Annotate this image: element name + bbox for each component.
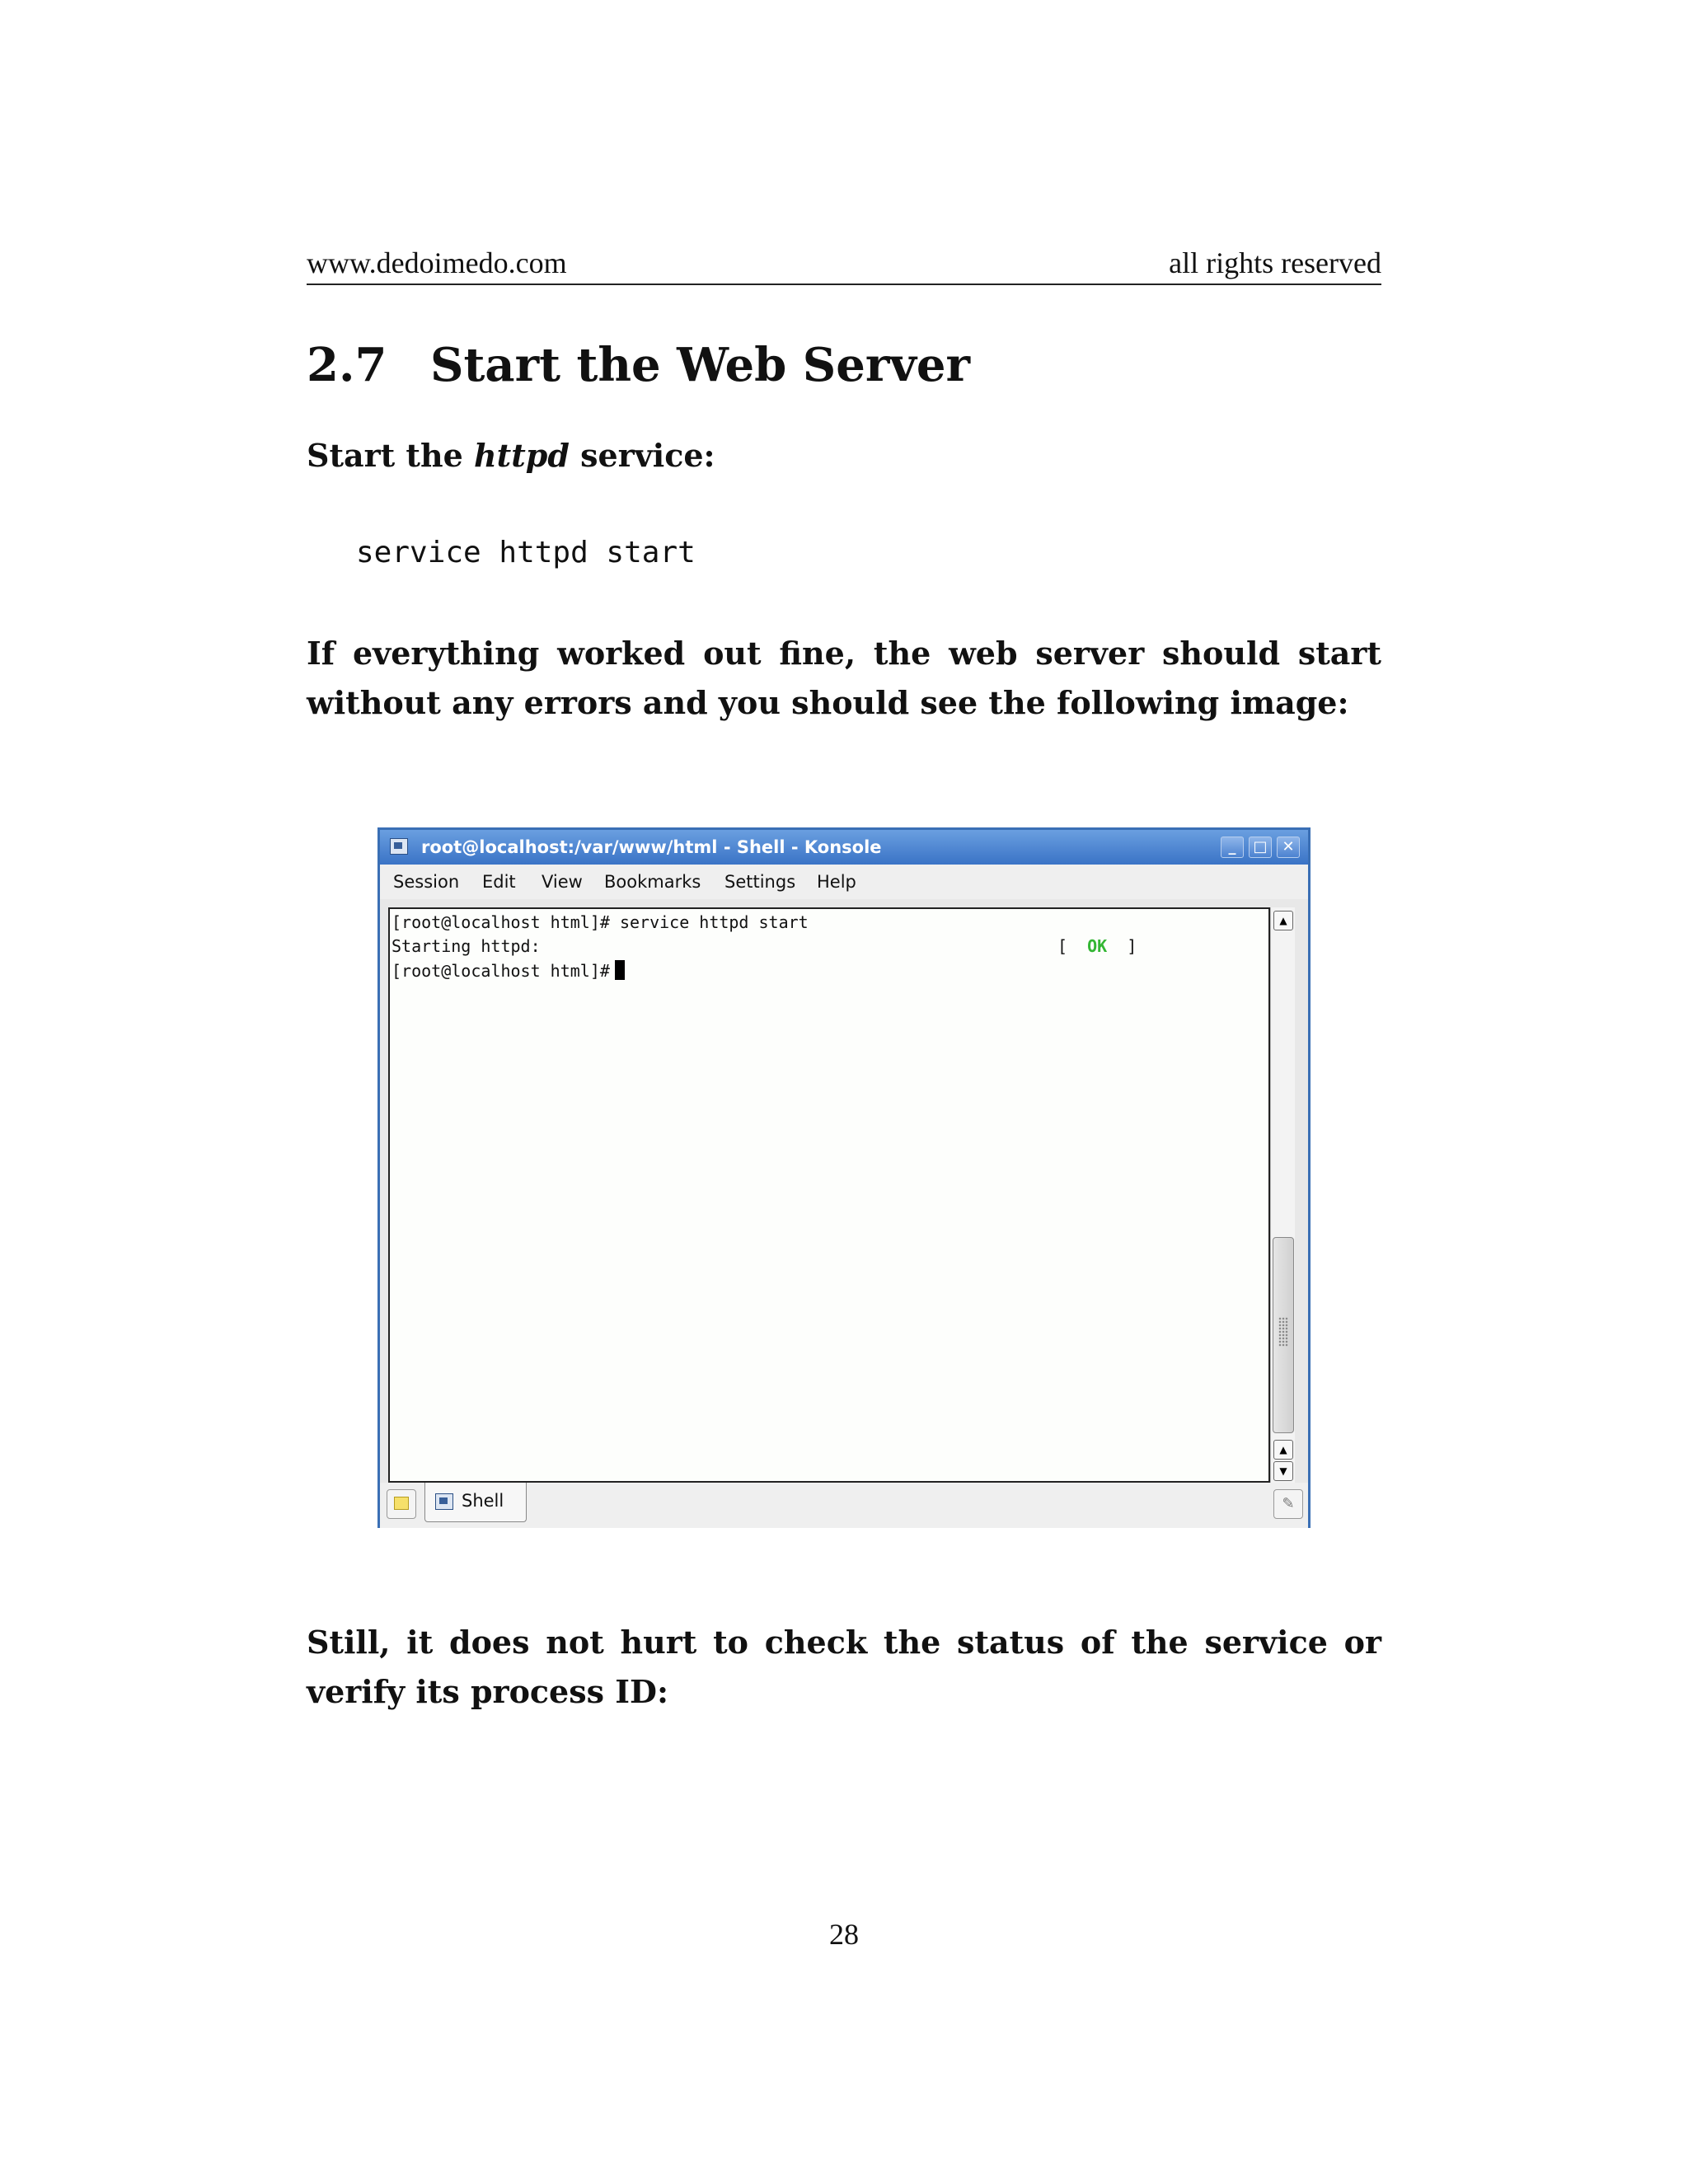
session-tab-bar [380,1483,1308,1528]
ok-status [1057,936,1137,956]
menu-bookmarks[interactable]: Bookmarks [604,872,701,892]
intro-paragraph [307,431,1381,480]
intro-text-end: service: [569,437,715,474]
window-title: root@localhost:/var/www/html - Shell - Konsole [421,837,882,857]
httpd-emphasis: httpd [474,437,570,474]
terminal-output[interactable] [388,907,1270,1483]
maximize-button[interactable]: □ [1249,837,1272,858]
scroll-up-arrow-icon[interactable]: ▲ [1273,911,1293,930]
minimize-button[interactable]: _ [1221,837,1244,858]
code-command: service httpd start [356,536,696,569]
konsole-icon[interactable] [390,838,408,855]
result-paragraph: If everything worked out fine, the web server should start without any errors and you should see the following image: [307,635,1381,721]
page-number: 28 [829,1918,859,1951]
scrollbar-thumb[interactable] [1273,1237,1294,1433]
menu-help[interactable]: Help [817,872,856,892]
grip-icon [1278,1317,1288,1347]
close-session-icon[interactable]: ✎ [1273,1489,1303,1519]
intro-text-start: Start the [307,437,475,474]
menu-settings[interactable]: Settings [724,872,796,892]
terminal-line: [root@localhost html]# service httpd start [392,912,809,932]
followup-paragraph: Still, it does not hurt to check the status of the service or verify its process ID: [307,1624,1381,1710]
tab-label: Shell [462,1491,504,1511]
konsole-icon [435,1493,453,1510]
ok-bracket-open: [ [1057,936,1088,956]
scroll-down-arrow-icon[interactable]: ▼ [1273,1461,1293,1481]
new-tab-icon[interactable] [387,1489,416,1519]
menu-bar [380,865,1308,899]
terminal-scrollbar[interactable] [1270,907,1295,1483]
terminal-prompt [392,960,625,981]
tab-shell[interactable] [424,1483,527,1522]
section-number: 2.7 [307,338,387,392]
menu-view[interactable]: View [542,872,583,892]
close-button[interactable]: ✕ [1277,837,1300,858]
prompt-text: [root@localhost html]# [392,961,610,981]
header-rights: all rights reserved [1169,246,1381,279]
ok-bracket-close: ] [1107,936,1137,956]
section-title: Start the Web Server [430,338,971,392]
terminal-line: Starting httpd: [392,936,541,956]
terminal-cursor [615,960,625,980]
page-header [307,241,1381,285]
menu-session[interactable]: Session [393,872,460,892]
section-heading [307,338,970,392]
header-website: www.dedoimedo.com [307,246,567,279]
konsole-window [377,827,1311,1528]
menu-edit[interactable]: Edit [482,872,516,892]
ok-text: OK [1087,936,1108,956]
scroll-up-arrow-icon[interactable]: ▲ [1273,1440,1293,1460]
window-titlebar[interactable] [380,830,1308,865]
